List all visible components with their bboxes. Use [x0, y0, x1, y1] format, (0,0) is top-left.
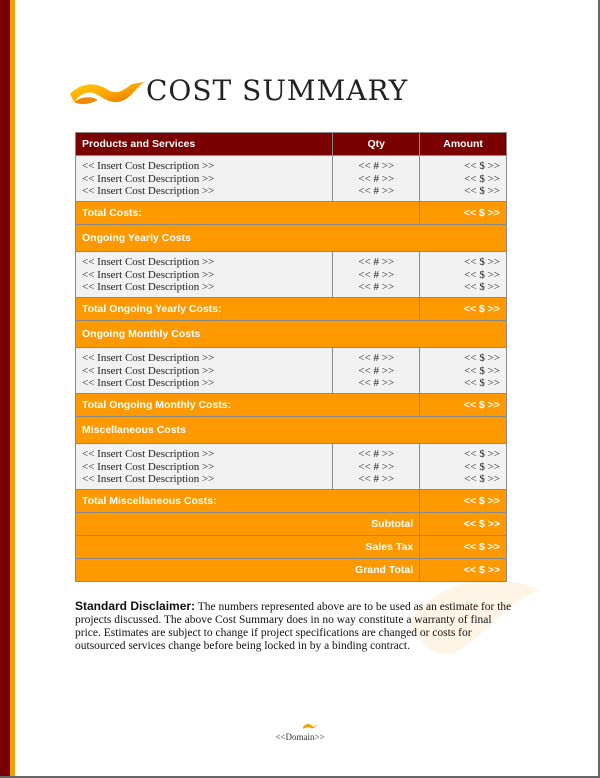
qty-cell — [333, 348, 420, 394]
table-header-row — [76, 133, 507, 156]
disclaimer — [75, 600, 515, 653]
disclaimer-label: Standard Disclaimer: — [75, 599, 196, 613]
footer-domain: <<Domain>> — [275, 732, 325, 742]
header-amount: Amount — [420, 133, 507, 156]
cost-description: << Insert Cost Description >> — [82, 160, 215, 172]
cost-description: << Insert Cost Description >> — [82, 377, 215, 389]
section-rows — [76, 252, 507, 298]
qty-value: << # >> — [358, 160, 395, 172]
total-row — [76, 202, 507, 225]
qty-value: << # >> — [358, 460, 395, 473]
footer-ribbon-icon — [302, 722, 318, 730]
left-border-bar — [0, 0, 10, 778]
amount-value: << $ >> — [464, 256, 500, 268]
cost-description: << Insert Cost Description >> — [82, 172, 215, 185]
header-qty: Qty — [333, 133, 420, 156]
qty-cell — [333, 252, 420, 298]
total-label: Total Costs: — [76, 202, 420, 225]
amount-value: << $ >> — [464, 473, 500, 485]
cost-description: << Insert Cost Description >> — [82, 281, 215, 293]
section-rows — [76, 156, 507, 202]
total-value: << $ >> — [420, 394, 507, 417]
header-products: Products and Services — [76, 133, 333, 156]
total-value: << $ >> — [420, 490, 507, 513]
section-heading-row — [76, 225, 507, 252]
subtotal-label: Subtotal — [76, 513, 420, 536]
sales-tax-label: Sales Tax — [76, 536, 420, 559]
section-heading: Miscellaneous Costs — [76, 417, 507, 444]
qty-value: << # >> — [358, 473, 395, 485]
total-label: Total Miscellaneous Costs: — [76, 490, 420, 513]
left-accent-bar — [10, 0, 15, 778]
ribbon-logo-icon — [68, 78, 146, 108]
description-cell — [76, 348, 333, 394]
section-rows — [76, 348, 507, 394]
qty-value: << # >> — [358, 256, 395, 268]
amount-value: << $ >> — [464, 172, 500, 185]
amount-cell — [420, 252, 507, 298]
section-heading: Ongoing Yearly Costs — [76, 225, 507, 252]
cost-description: << Insert Cost Description >> — [82, 364, 215, 377]
cost-description: << Insert Cost Description >> — [82, 460, 215, 473]
description-cell — [76, 444, 333, 490]
qty-value: << # >> — [358, 364, 395, 377]
total-label: Total Ongoing Yearly Costs: — [76, 298, 420, 321]
amount-cell — [420, 444, 507, 490]
cost-description: << Insert Cost Description >> — [82, 473, 215, 485]
grand-total-value: << $ >> — [420, 559, 507, 582]
section-heading-row — [76, 417, 507, 444]
qty-value: << # >> — [358, 281, 395, 293]
amount-value: << $ >> — [464, 281, 500, 293]
qty-value: << # >> — [358, 377, 395, 389]
total-row — [76, 298, 507, 321]
sales-tax-row — [76, 536, 507, 559]
total-row — [76, 394, 507, 417]
disclaimer-text: The numbers represented above are to be used as an estimate for the projects discussed. The above Cost Summary does in no way constitute a warranty of final price. Estimates are subject to change if project specifications are changed or costs for outsourced services change before being locked in by a binding contract. — [75, 601, 512, 652]
qty-cell — [333, 444, 420, 490]
amount-value: << $ >> — [464, 448, 500, 460]
grand-total-label: Grand Total — [76, 559, 420, 582]
sales-tax-value: << $ >> — [420, 536, 507, 559]
section-heading: Ongoing Monthly Costs — [76, 321, 507, 348]
amount-value: << $ >> — [464, 460, 500, 473]
amount-value: << $ >> — [464, 268, 500, 281]
subtotal-value: << $ >> — [420, 513, 507, 536]
total-row — [76, 490, 507, 513]
cost-description: << Insert Cost Description >> — [82, 352, 215, 364]
amount-cell — [420, 348, 507, 394]
grand-total-row — [76, 559, 507, 582]
total-value: << $ >> — [420, 298, 507, 321]
qty-value: << # >> — [358, 172, 395, 185]
cost-description: << Insert Cost Description >> — [82, 185, 215, 197]
qty-value: << # >> — [358, 352, 395, 364]
amount-value: << $ >> — [464, 364, 500, 377]
cost-table — [75, 132, 507, 582]
amount-cell — [420, 156, 507, 202]
qty-cell — [333, 156, 420, 202]
amount-value: << $ >> — [464, 185, 500, 197]
cost-description: << Insert Cost Description >> — [82, 448, 215, 460]
description-cell — [76, 156, 333, 202]
section-rows — [76, 444, 507, 490]
total-value: << $ >> — [420, 202, 507, 225]
amount-value: << $ >> — [464, 377, 500, 389]
subtotal-row — [76, 513, 507, 536]
total-label: Total Ongoing Monthly Costs: — [76, 394, 420, 417]
description-cell — [76, 252, 333, 298]
page-title: COST SUMMARY — [146, 74, 409, 107]
qty-value: << # >> — [358, 268, 395, 281]
amount-value: << $ >> — [464, 160, 500, 172]
amount-value: << $ >> — [464, 352, 500, 364]
cost-description: << Insert Cost Description >> — [82, 268, 215, 281]
qty-value: << # >> — [358, 448, 395, 460]
cost-description: << Insert Cost Description >> — [82, 256, 215, 268]
qty-value: << # >> — [358, 185, 395, 197]
section-heading-row — [76, 321, 507, 348]
